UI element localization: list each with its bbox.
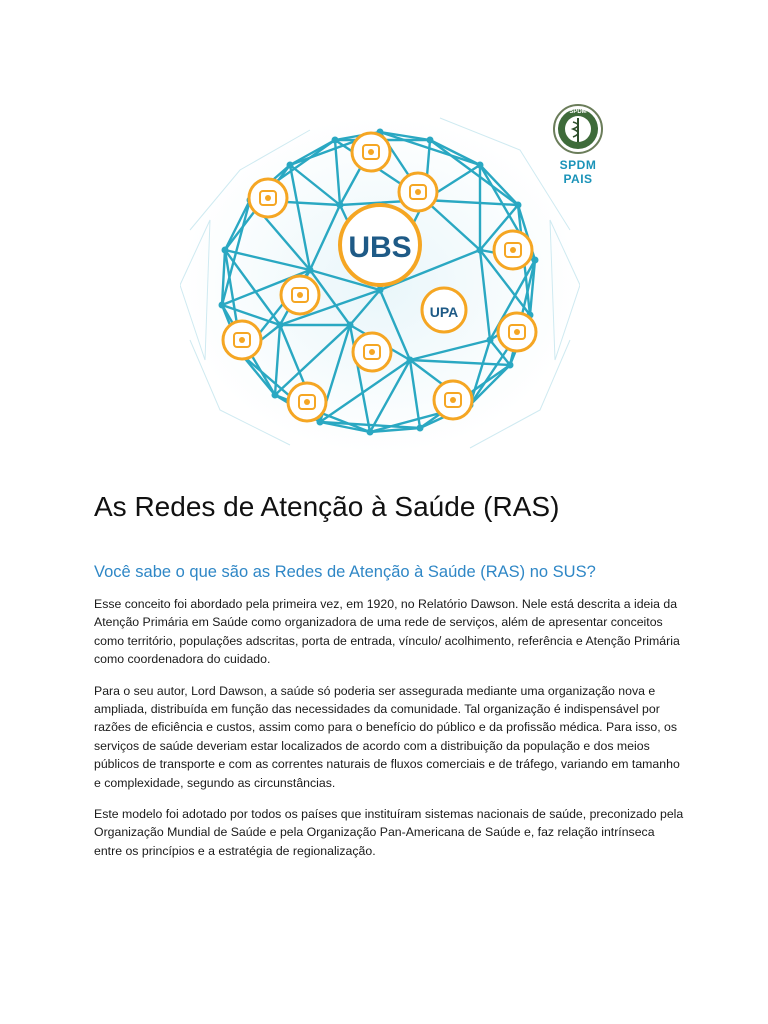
logo-line-spdm: SPDM: [559, 158, 597, 172]
page-subtitle: Você sabe o que são as Redes de Atenção à Saúde (RAS) no SUS?: [94, 563, 596, 581]
ubs-label: UBS: [348, 231, 412, 264]
stethoscope-icon: [352, 133, 390, 171]
paragraph-2: Para o seu autor, Lord Dawson, a saúde só poderia ser assegurada mediante uma organização nova e ampliada, distribuída em função das necessidades da comunidade. Tal organização é indispensável por razões de eficiência e custos, assim como para o benefício do público e da profissão médica. Para isso, os serviços de saúde deveriam estar localizados de acordo com a distribuição da população e dos meios públicos de transporte e com as correntes naturais de fluxos comerciais e de tráfego, variando em tamanho e complexidade, segundo as circunstâncias.: [94, 683, 680, 790]
hospital-building-icon: [249, 179, 287, 217]
people-group-icon: [399, 173, 437, 211]
paragraph-3: Este modelo foi adotado por todos os países que instituíram sistemas nacionais de saúde, preconizado pela Organização Mundial de Saúde e pela Organização Pan-Americana de Saúde e, faz relação intrínseca entre os princípios e a estratégia de regionalização.: [94, 807, 684, 858]
svg-text:SPDM: SPDM: [569, 109, 587, 115]
first-aid-kit-icon: [288, 383, 326, 421]
clinic-building-icon: [494, 231, 532, 269]
health-network-illustration: [180, 110, 580, 455]
article-body: [94, 595, 684, 873]
paragraph-1: Esse conceito foi abordado pela primeira vez, em 1920, no Relatório Dawson. Nele está descrita a ideia da Atenção Primária em Saúde como organizadora de uma rede de serviços, além de apresentar conceitos como território, populações adscritas, porta de entrada, vínculo/ acolhimento, referência e Atenção Primária como coordenadora do cuidado.: [94, 597, 680, 667]
network-nodes-icon: [223, 321, 261, 359]
care-hands-icon: [281, 276, 319, 314]
share-icon: [434, 381, 472, 419]
location-pin-icon: [498, 313, 536, 351]
upa-label: UPA: [429, 304, 459, 320]
team-icon: [353, 333, 391, 371]
logo-line-pais: PAIS: [563, 172, 593, 186]
page-title: As Redes de Atenção à Saúde (RAS): [94, 491, 560, 522]
